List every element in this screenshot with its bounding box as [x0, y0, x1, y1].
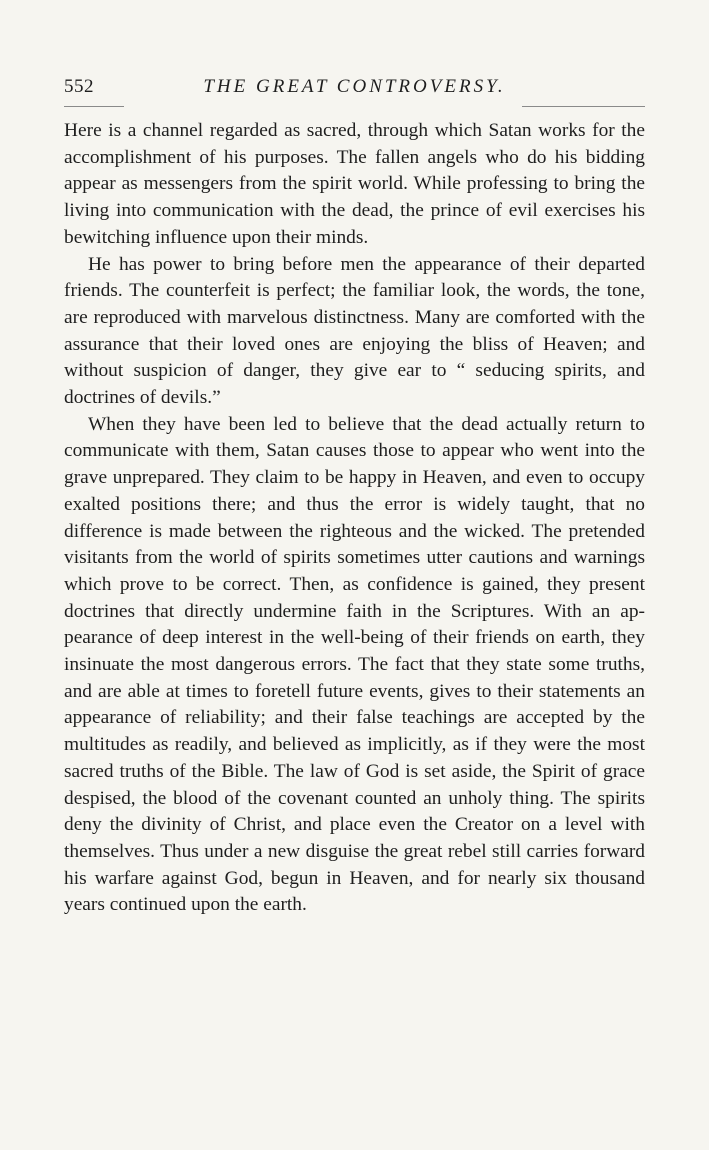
running-title: THE GREAT CONTROVERSY. [203, 76, 506, 97]
header-rule-right [522, 106, 645, 107]
paragraph-3: When they have been led to believe that the dead actually return to communicate with them, Satan causes those to appear who went into the grave unprepared. They claim to be happy in Heaven, and even to occupy exalted positions there; and thus the error is widely taught, that no difference is made between the righteous and the wicked. The pretended visitants from the world of spirits sometimes utter cautions and warnings which prove to be correct. Then, as confidence is gained, they present doctrines that directly undermine faith in the Scriptures. With an appearance of deep interest in the well-being of their friends on earth, they insinuate the most dangerous errors. The fact that they state some truths, and are able at times to foretell future events, gives to their statements an appearance of reliability; and their false teachings are accepted by the multitudes as readily, and believed as implicitly, as if they were the most sacred truths of the Bible. The law of God is set aside, the Spirit of grace despised, the blood of the covenant counted an unholy thing. The spirits deny the divinity of Christ, and place even the Creator on a level with themselves. Thus under a new disguise the great rebel still carries forward his warfare against God, begun in Heaven, and for nearly six thousand years continued upon the earth. [64, 413, 645, 916]
body-text [64, 118, 645, 919]
page-header [64, 76, 645, 100]
header-rule-left [64, 106, 124, 107]
paragraph-1: Here is a channel regarded as sacred, through which Satan works for the accomplishment of his purposes. The fallen angels who do his bidding appear as messengers from the spirit world. While professing to bring the living into communication with the dead, the prince of evil exercises his bewitching influence upon their minds. [64, 120, 645, 248]
page-number: 552 [64, 76, 94, 97]
paragraph-2: He has power to bring before men the appearance of their departed friends. The counterfeit is perfect; the familiar look, the words, the tone, are reproduced with marvelous distinctness. Many are comforted with the assurance that their loved ones are enjoying the bliss of Heaven; and without suspicion of danger, they give ear to “ seducing spirits, and doctrines of devils.” [64, 253, 645, 409]
